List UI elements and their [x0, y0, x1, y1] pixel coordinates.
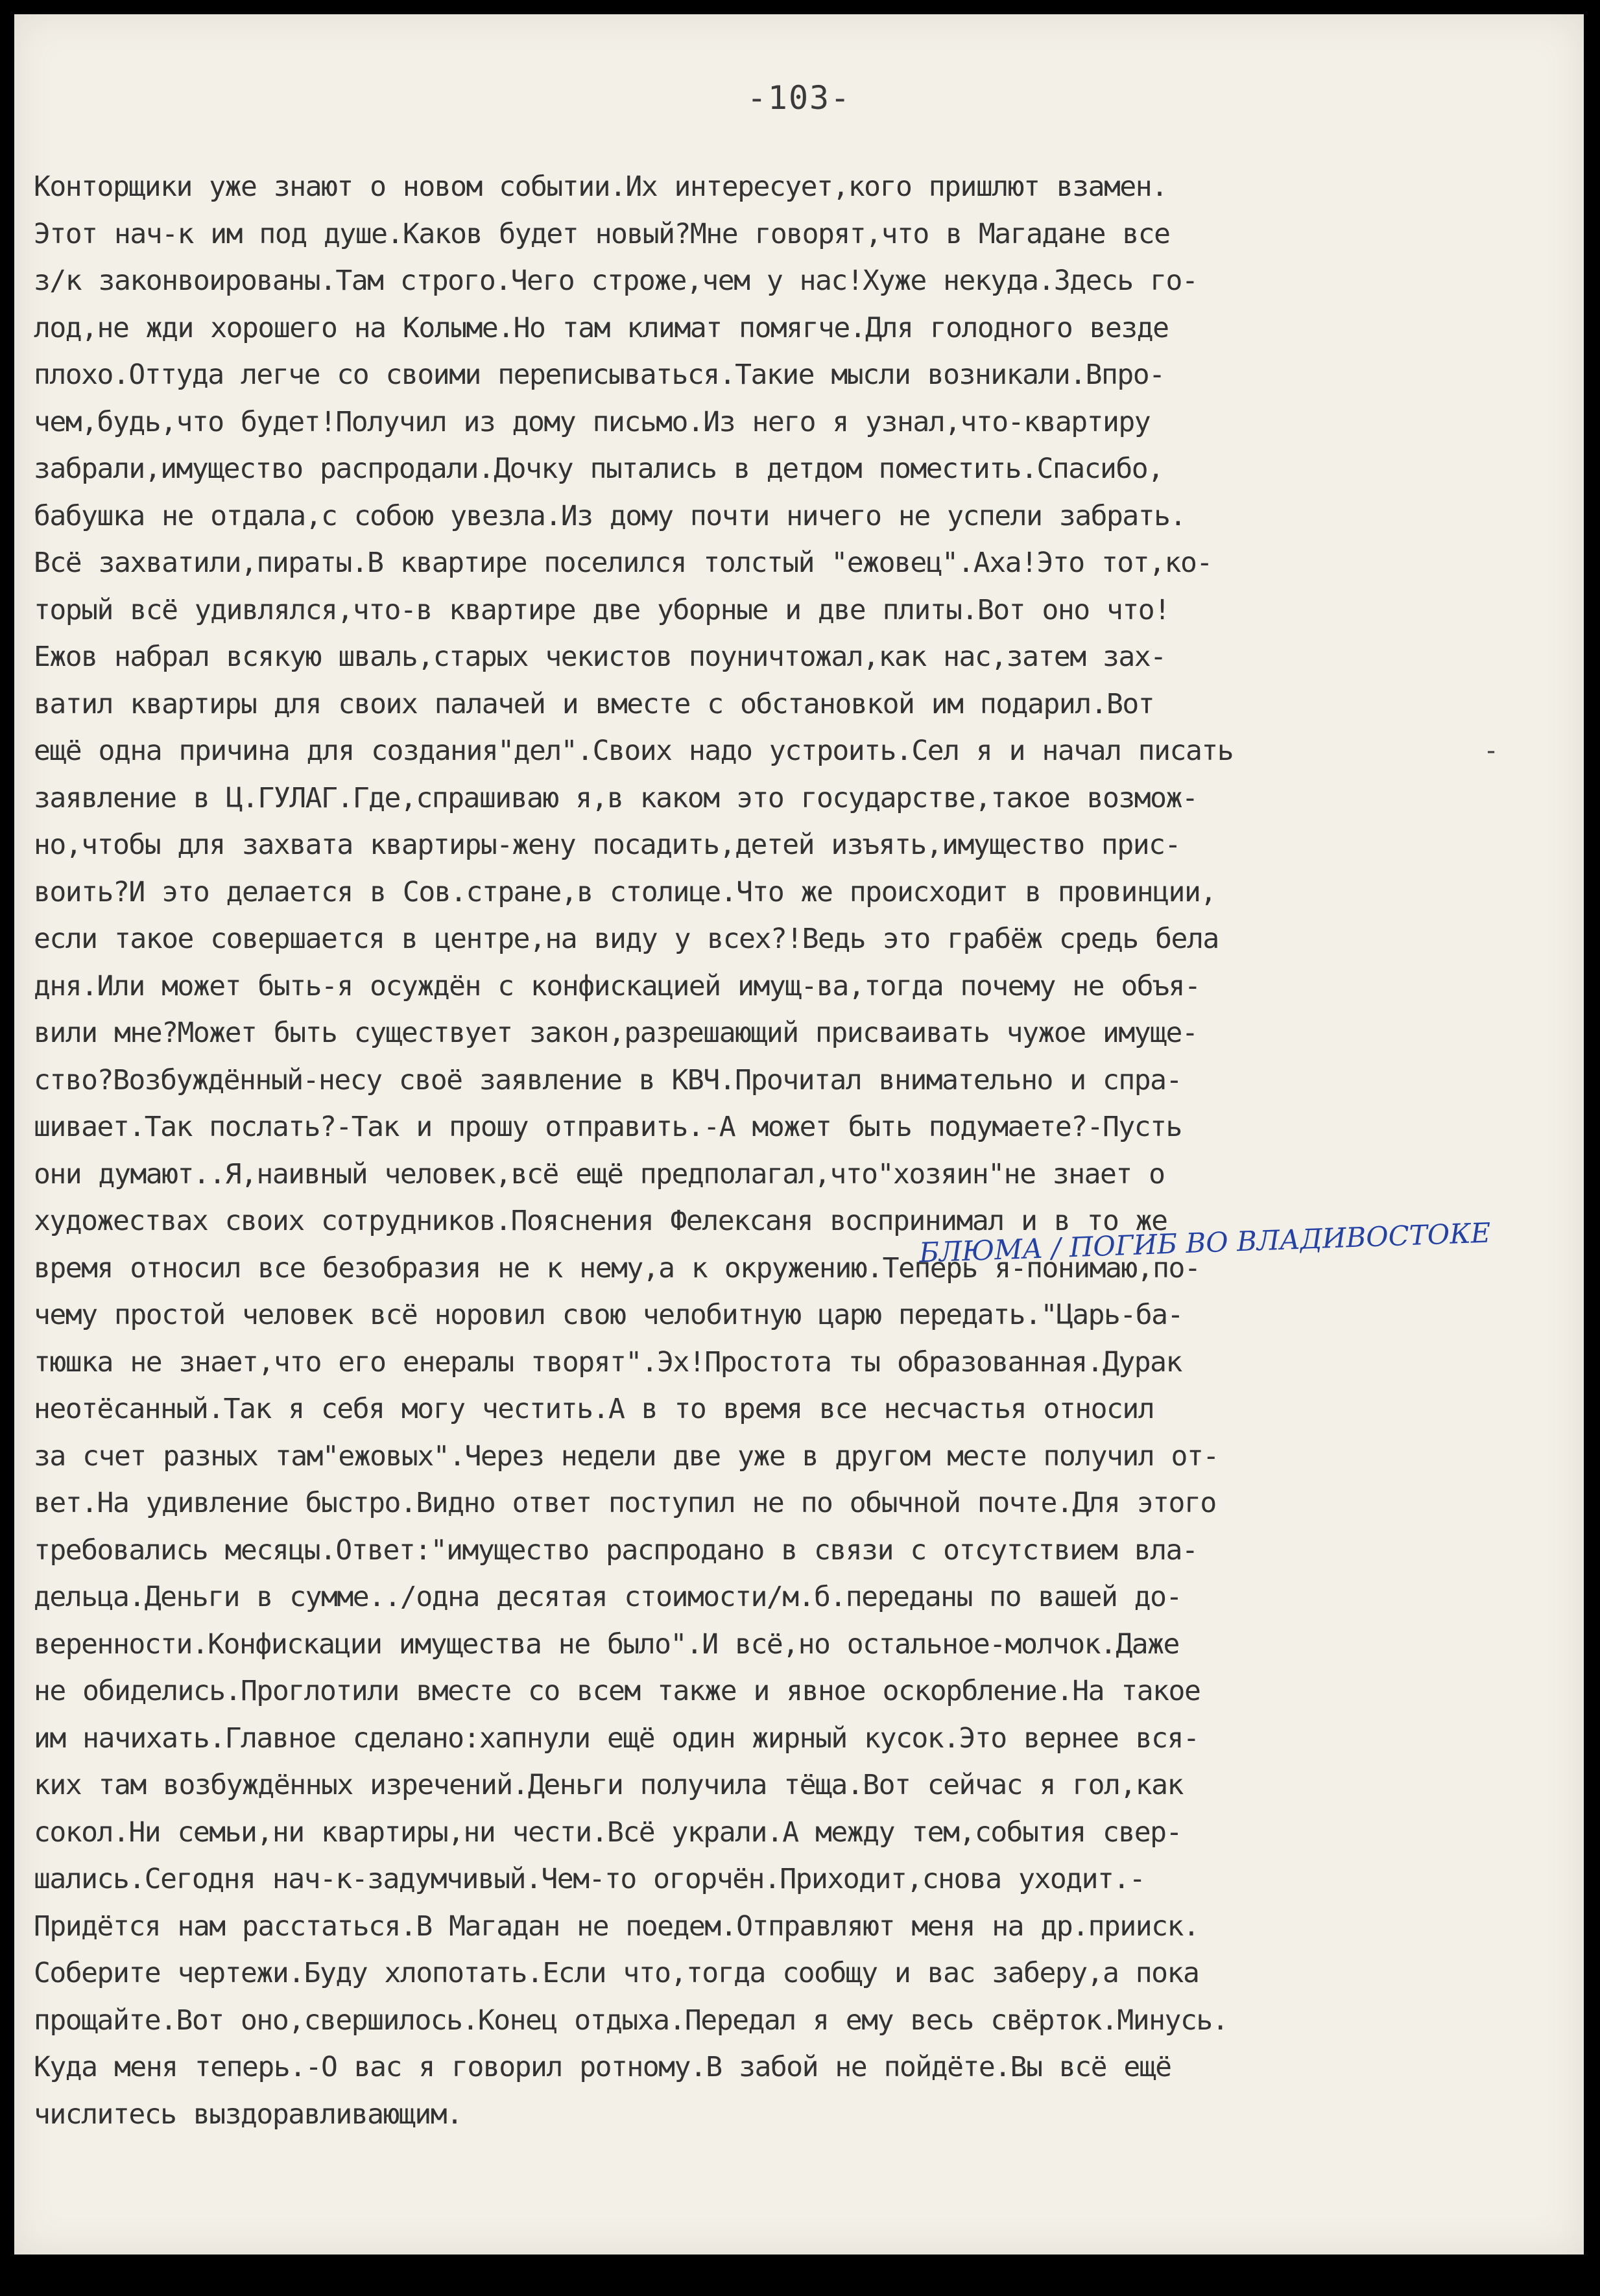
text-line: сокол.Ни семьи,ни квартиры,ни чести.Всё украли.А между тем,события свер- — [34, 1816, 1182, 1849]
text-line: вили мне?Может быть существует закон,разрешающий присваивать чужое имуще- — [34, 1017, 1198, 1049]
text-line: чему простой человек всё норовил свою челобитную царю передать."Царь-ба- — [34, 1299, 1183, 1331]
document-page — [14, 14, 1584, 2255]
text-line: воить?И это делается в Сов.стране,в столице.Что же происходит в провинции, — [34, 875, 1216, 908]
text-line: за счет разных там"ежовых".Через недели две уже в другом месте получил от- — [34, 1439, 1219, 1473]
text-line: прощайте.Вот оно,свершилось.Конец отдыха.Передал я ему весь свёрток.Минусь. — [34, 2004, 1228, 2037]
text-line: забрали,имущество распродали.Дочку пытались в детдом поместить.Спасибо, — [34, 453, 1164, 485]
page-number: -103- — [746, 79, 852, 117]
text-line: плохо.Оттуда легче со своими переписываться.Такие мысли возникали.Впро- — [34, 359, 1165, 391]
text-line: они думают..Я,наивный человек,всё ещё предполагал,что"хозяин"не знает о — [34, 1157, 1165, 1190]
text-line: ватил квартиры для своих палачей и вместе с обстановкой им подарил.Вот — [34, 687, 1154, 720]
text-line: дельца.Деньги в сумме../одна десятая стоимости/м.б.переданы по вашей до- — [34, 1581, 1182, 1613]
text-line: дня.Или может быть-я осуждён с конфискацией имущ-ва,тогда почему не объя- — [34, 969, 1200, 1002]
text-line: Этот нач-к им под душе.Каков будет новый?Мне говорят,что в Магадане все — [34, 217, 1170, 250]
text-line: но,чтобы для захвата квартиры-жену посадить,детей изъять,имущество прис- — [34, 829, 1180, 861]
text-line: ещё одна причина для создания"дел".Своих надо устроить.Сел я и начал писать — [34, 735, 1234, 767]
text-line: требовались месяцы.Ответ:"имущество распродано в связи с отсутствием вла- — [34, 1533, 1198, 1567]
text-line: заявление в Ц.ГУЛАГ.Где,спрашиваю я,в каком это государстве,такое возмож- — [34, 781, 1198, 814]
text-line: бабушка не отдала,с собою увезла.Из дому почти ничего не успели забрать. — [34, 499, 1186, 532]
text-line: ство?Возбуждённый-несу своё заявление в КВЧ.Прочитал внимательно и спра- — [34, 1063, 1182, 1096]
text-line: торый всё удивлялся,что-в квартире две уборные и две плиты.Вот оно что! — [34, 593, 1170, 626]
text-line: числитесь выздоравливающим. — [34, 2098, 462, 2131]
text-line: неотёсанный.Так я себя могу честить.А в то время все несчастья относил — [34, 1393, 1154, 1425]
text-line: Соберите чертежи.Буду хлопотать.Если что,тогда сообщу и вас заберу,а пока — [34, 1957, 1199, 1989]
text-line: Всё захватили,пираты.В квартире поселился толстый "ежовец".Аха!Это тот,ко- — [34, 547, 1212, 579]
text-line: художествах своих сотрудников.Пояснения Фелексаня воспринимал и в то же — [34, 1205, 1167, 1237]
text-line: Конторщики уже знают о новом событии.Их интересует,кого пришлют взамен. — [34, 171, 1167, 203]
text-line: веренности.Конфискации имущества не было".И всё,но остальное-молчок.Даже — [34, 1627, 1179, 1661]
text-line: им начихать.Главное сделано:хапнули ещё один жирный кусок.Это вернее вся- — [34, 1722, 1199, 1755]
typewritten-text — [34, 163, 1525, 2138]
margin-mark: - — [1483, 736, 1499, 766]
text-line: не обиделись.Проглотили вместе со всем также и явное оскорбление.На такое — [34, 1675, 1200, 1707]
text-line: тюшка не знает,что его енералы творят".Эх!Простота ты образованная.Дурак — [34, 1345, 1182, 1379]
text-line: з/к законвоированы.Там строго.Чего строже,чем у нас!Хуже некуда.Здесь го- — [34, 265, 1198, 297]
text-line: если такое совершается в центре,на виду у всех?!Ведь это грабёж средь бела — [34, 923, 1219, 955]
text-line: ких там возбуждённых изречений.Деньги получила тёща.Вот сейчас я гол,как — [34, 1769, 1183, 1801]
text-line: вет.На удивление быстро.Видно ответ поступил не по обычной почте.Для этого — [34, 1487, 1216, 1519]
text-line: Куда меня теперь.-О вас я говорил ротному.В забой не пойдёте.Вы всё ещё — [34, 2051, 1171, 2083]
text-line: чем,будь,что будет!Получил из дому письмо.Из него я узнал,что-квартиру — [34, 405, 1151, 438]
handwritten-annotation: БЛЮМА / ПОГИБ ВО ВЛАДИВОСТОКЕ — [918, 1216, 1492, 1269]
text-line: лод,не жди хорошего на Колыме.Но там климат помягче.Для голодного везде — [34, 311, 1169, 344]
text-line: Придётся нам расстаться.В Магадан не поедем.Отправляют меня на др.прииск. — [34, 1910, 1199, 1943]
text-line: Ежов набрал всякую шваль,старых чекистов поуничтожал,как нас,затем зах- — [34, 641, 1166, 673]
text-line: время относил все безобразия не к нему,а к окружению.Теперь я-понимаю,по- — [34, 1251, 1200, 1284]
text-line: шивает.Так послать?-Так и прошу отправить.-А может быть подумаете?-Пусть — [34, 1111, 1182, 1143]
text-line: шались.Сегодня нач-к-задумчивый.Чем-то огорчён.Приходит,снова уходит.- — [34, 1863, 1145, 1895]
